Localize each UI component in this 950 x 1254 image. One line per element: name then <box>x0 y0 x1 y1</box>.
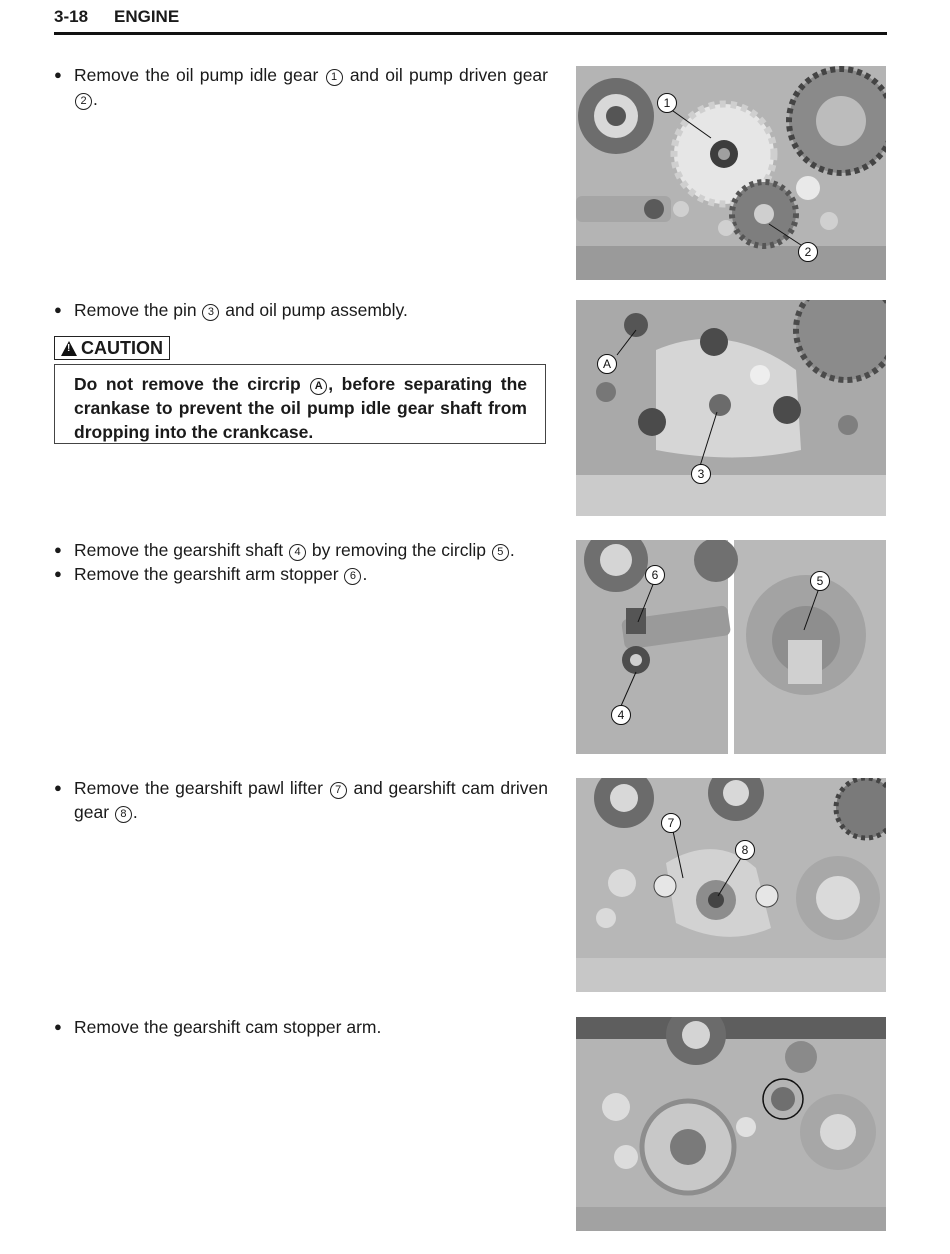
list-item: ● Remove the oil pump idle gear 1 and oil pump driven gear 2 . <box>54 63 548 111</box>
step-cam-stopper-arm <box>54 1015 548 1039</box>
list-item: ● Remove the gearshift pawl lifter 7 and gearshift cam driven gear 8 . <box>54 776 548 824</box>
callout-label: 1 <box>657 93 677 113</box>
callout-label: 7 <box>661 813 681 833</box>
callout-label: 8 <box>735 840 755 860</box>
callout-ref: 7 <box>330 782 347 799</box>
section-title: ENGINE <box>114 7 180 26</box>
step-gearshift-shaft <box>54 538 548 586</box>
photo-cam-stopper-arm <box>576 1017 886 1231</box>
step-oil-pump-gears <box>54 63 548 111</box>
caution-text: Do not remove the circrip A , before separating the crankase to prevent the oil pump idle gear shaft from dropping into the crankcase. <box>54 364 546 444</box>
callout-label: 2 <box>798 242 818 262</box>
callout-ref: 1 <box>326 69 343 86</box>
step-pawl-lifter <box>54 776 548 824</box>
callout-label: 4 <box>611 705 631 725</box>
callout-ref: 2 <box>75 93 92 110</box>
list-item: ● Remove the gearshift shaft 4 by removing the circlip 5 . <box>54 538 548 562</box>
list-item: ● Remove the pin 3 and oil pump assembly. <box>54 298 548 322</box>
photo-oil-pump-gears <box>576 66 886 280</box>
callout-ref: 8 <box>115 806 132 823</box>
page-header <box>54 6 887 35</box>
callout-ref: 5 <box>492 544 509 561</box>
photo-gearshift-shaft <box>576 540 886 754</box>
callout-ref: 6 <box>344 568 361 585</box>
callout-label: 3 <box>691 464 711 484</box>
caution-title: !CAUTION <box>54 336 170 360</box>
list-item: ● Remove the gearshift cam stopper arm. <box>54 1015 548 1039</box>
callout-label: 5 <box>810 571 830 591</box>
callout-label: A <box>597 354 617 374</box>
step-oil-pump-assembly <box>54 298 548 322</box>
photo-pawl-lifter <box>576 778 886 992</box>
callout-label: 6 <box>645 565 665 585</box>
photo-oil-pump-assembly <box>576 300 886 516</box>
callout-ref: 4 <box>289 544 306 561</box>
list-item: ● Remove the gearshift arm stopper 6 . <box>54 562 548 586</box>
callout-ref: A <box>310 378 327 395</box>
page-number: 3-18 <box>54 7 89 26</box>
warning-icon <box>61 341 77 356</box>
callout-ref: 3 <box>202 304 219 321</box>
